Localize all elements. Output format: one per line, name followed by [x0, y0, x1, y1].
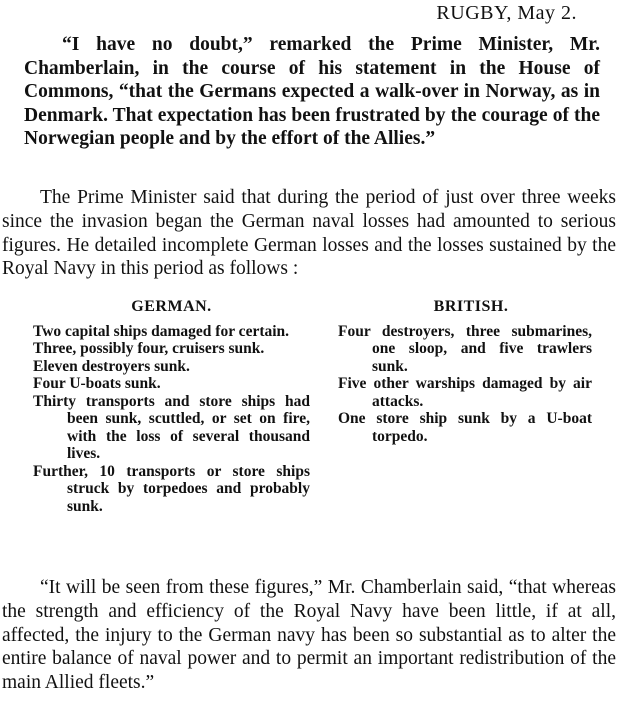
british-loss-item: Four destroyers, three submarines, one sloop, and five trawlers sunk. — [338, 322, 592, 375]
german-loss-item: Eleven destroyers sunk. — [33, 357, 190, 375]
body-paragraph-losses-intro: The Prime Minister said that during the period of just over three weeks since the invasion began the German naval losses had amounted to serious figures. He detailed incomplete German losses and the losses sustained by the Royal Navy in this period as follows : — [2, 187, 616, 280]
german-loss-item: Four U-boats sunk. — [33, 375, 161, 392]
british-losses-column — [338, 298, 592, 445]
lead-paragraph: “I have no doubt,” remarked the Prime Minister, Mr. Chamberlain, in the course of his statement in the House of Commons, “that the Germans expected a walk-over in Norway, as in Denmark. That expectation has been frustrated by the courage of the Norwegian people and by the effort of the Allies.” — [24, 34, 600, 149]
german-loss-item: Three, possibly four, cruisers sunk. — [33, 340, 265, 357]
body-paragraph-chamberlain-quote: “It will be seen from these figures,” Mr. Chamberlain said, “that whereas the strength and efficiency of the Royal Navy have been little, if at all, affected, the injury to the German navy has been so substantial as to alter the entire balance of naval power and to permit an important redistribution of the main Allied fleets.” — [2, 577, 616, 694]
british-loss-item: One store ship sunk by a U-boat torpedo. — [338, 410, 592, 445]
german-losses-column — [33, 298, 310, 515]
british-column-heading: BRITISH. — [433, 298, 509, 315]
british-loss-item: Five other warships damaged by air attacks. — [338, 375, 592, 410]
german-column-heading: GERMAN. — [131, 298, 212, 315]
german-loss-item: Two capital ships damaged for certain. — [33, 322, 290, 340]
german-loss-item: Further, 10 transports or store ships struck by torpedoes and probably sunk. — [33, 462, 310, 515]
german-loss-item: Thirty transports and store ships had been sunk, scuttled, or set on fire, with the loss of several thousand lives. — [33, 392, 310, 462]
dateline: RUGBY, May 2. — [436, 2, 577, 24]
